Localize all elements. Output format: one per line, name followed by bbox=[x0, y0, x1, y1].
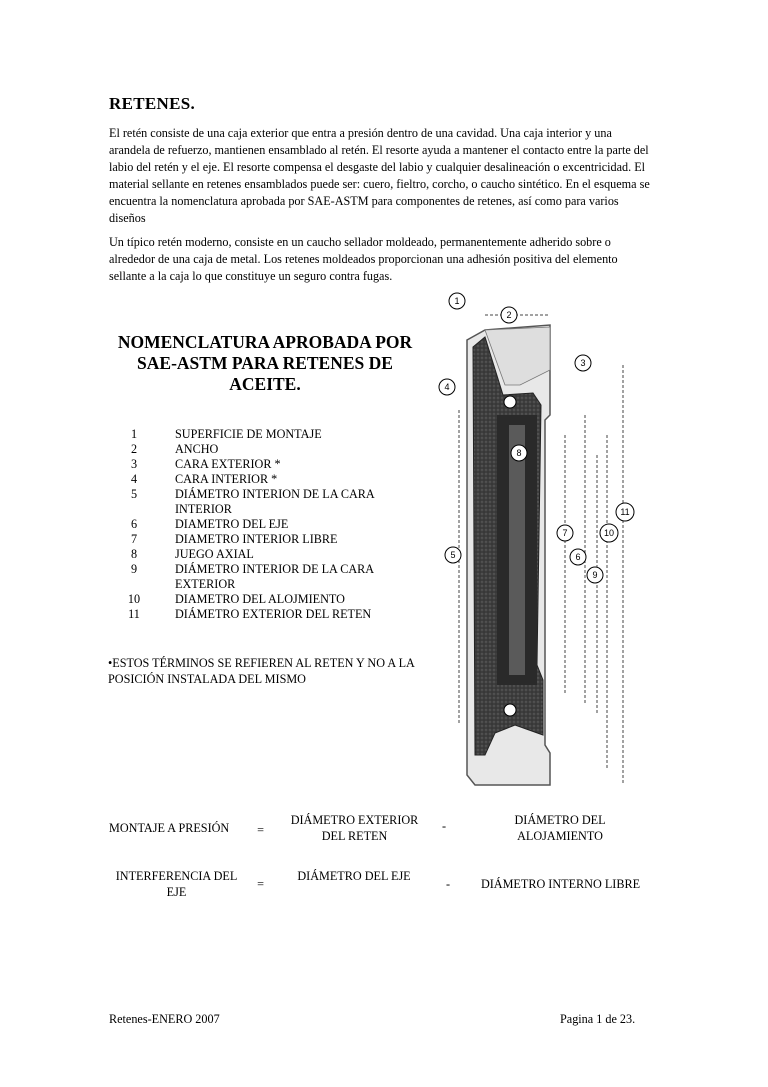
item-text: DIAMETRO DEL ALOJMIENTO bbox=[175, 592, 345, 606]
diagram-label-5 bbox=[445, 547, 461, 563]
lower-spring-shape bbox=[504, 704, 516, 716]
formula-1-term1: DIÁMETRO EXTERIOR DEL RETEN bbox=[290, 813, 419, 843]
upper-spring-shape bbox=[504, 396, 516, 408]
formula-2-left: INTERFERENCIA DEL EJE bbox=[115, 869, 238, 899]
diagram-label-8 bbox=[511, 445, 527, 461]
svg-text:11: 11 bbox=[620, 507, 630, 517]
item-number: 9 bbox=[130, 562, 138, 576]
formula-1-term2: DIÁMETRO DEL ALOJAMIENTO bbox=[514, 813, 606, 843]
item-number: 5 bbox=[130, 487, 138, 501]
item-number: 11 bbox=[128, 607, 140, 621]
footer-page-number: Pagina 1 de 23. bbox=[560, 1012, 636, 1026]
svg-text:7: 7 bbox=[562, 528, 568, 538]
item-text: DIÁMETRO INTERIOR DE LA CARA EXTERIOR bbox=[175, 562, 374, 591]
inner-case-shape bbox=[509, 425, 525, 675]
formula-2-term1: DIÁMETRO DEL EJE bbox=[297, 869, 411, 883]
svg-text:3: 3 bbox=[580, 358, 586, 368]
item-text: DIAMETRO INTERIOR LIBRE bbox=[175, 532, 338, 546]
diagram-label-10 bbox=[600, 524, 618, 542]
formula-2-term2: DIÁMETRO INTERNO LIBRE bbox=[480, 877, 641, 891]
nomenclature-list bbox=[110, 427, 420, 622]
item-number: 7 bbox=[130, 532, 138, 546]
seal-cross-section-diagram bbox=[425, 285, 650, 795]
item-number: 10 bbox=[127, 592, 141, 606]
diagram-label-7 bbox=[557, 525, 573, 541]
formula-1-left: MONTAJE A PRESIÓN bbox=[109, 821, 230, 835]
svg-text:1: 1 bbox=[454, 296, 460, 306]
intro-paragraph: El retén consiste de una caja exterior que entra a presión dentro de una cavidad. Una caja interior y una arandela de refuerzo, mantienen ensamblado al retén. El resorte ayuda a mantener el contacto entre la parte del labio del retén y el eje. El resorte compensa el desgaste del labio y cualquier desalineación o excentricidad. El material sellante en retenes ensamblados puede ser: cuero, fieltro, corcho, o caucho sintético. En el esquema se encuentra la nomenclatura aprobada por SAE-ASTM para componentes de retenes, así como para varios diseños bbox=[109, 126, 650, 225]
nomenclature-item bbox=[110, 607, 420, 622]
diagram-label-4 bbox=[439, 379, 455, 395]
item-number: 1 bbox=[130, 427, 138, 441]
item-number: 6 bbox=[130, 517, 138, 531]
item-text: DIÁMETRO INTERION DE LA CARA INTERIOR bbox=[175, 487, 375, 516]
diagram-label-1 bbox=[449, 293, 465, 309]
nomenclature-item bbox=[110, 517, 420, 532]
item-number: 2 bbox=[130, 442, 138, 456]
svg-text:5: 5 bbox=[450, 550, 456, 560]
nomenclature-item bbox=[110, 592, 420, 607]
formula-2-minus: - bbox=[445, 877, 451, 891]
nomenclature-item bbox=[110, 427, 420, 442]
formula-1-equals: = bbox=[257, 823, 264, 837]
formula-1-minus: - bbox=[441, 819, 447, 833]
modern-seal-paragraph: Un típico retén moderno, consiste en un caucho sellador moldeado, permanentemente adherido sobre o alrededor de una caja de metal. Los retenes moldeados proporcionan una adhesión positiva del elemento sellante a la caja lo que constituye un seguro contra fugas. bbox=[109, 235, 618, 283]
diagram-label-6 bbox=[570, 549, 586, 565]
footer-document-name: Retenes-ENERO 2007 bbox=[109, 1012, 220, 1026]
svg-text:4: 4 bbox=[444, 382, 450, 392]
svg-text:10: 10 bbox=[603, 528, 615, 538]
item-number: 3 bbox=[130, 457, 138, 471]
nomenclature-item bbox=[110, 547, 420, 562]
item-text: DIÁMETRO EXTERIOR DEL RETEN bbox=[175, 607, 372, 621]
item-text: ANCHO bbox=[175, 442, 219, 456]
nomenclature-item bbox=[110, 457, 420, 472]
nomenclature-item bbox=[110, 562, 420, 592]
nomenclature-title: NOMENCLATURA APROBADA POR SAE-ASTM PARA RETENES DE ACEITE. bbox=[117, 332, 413, 394]
nomenclature-item bbox=[110, 487, 420, 517]
svg-text:8: 8 bbox=[516, 448, 522, 458]
item-number: 4 bbox=[130, 472, 138, 486]
formula-2-equals: = bbox=[257, 877, 264, 891]
diagram-label-11 bbox=[616, 503, 634, 521]
nomenclature-item bbox=[110, 532, 420, 547]
page-title: RETENES. bbox=[109, 94, 196, 113]
item-text: CARA EXTERIOR * bbox=[175, 457, 281, 471]
item-text: DIAMETRO DEL EJE bbox=[175, 517, 289, 531]
diagram-label-2 bbox=[501, 307, 517, 323]
nomenclature-item bbox=[110, 442, 420, 457]
diagram-label-9 bbox=[587, 567, 603, 583]
svg-text:6: 6 bbox=[575, 552, 581, 562]
nomenclature-note: •ESTOS TÉRMINOS SE REFIEREN AL RETEN Y NO A LA POSICIÓN INSTALADA DEL MISMO bbox=[108, 656, 415, 686]
svg-text:9: 9 bbox=[592, 570, 598, 580]
svg-text:2: 2 bbox=[506, 310, 512, 320]
item-text: CARA INTERIOR * bbox=[175, 472, 278, 486]
diagram-label-3 bbox=[575, 355, 591, 371]
item-number: 8 bbox=[130, 547, 138, 561]
item-text: SUPERFICIE DE MONTAJE bbox=[175, 427, 322, 441]
nomenclature-item bbox=[110, 472, 420, 487]
item-text: JUEGO AXIAL bbox=[175, 547, 254, 561]
